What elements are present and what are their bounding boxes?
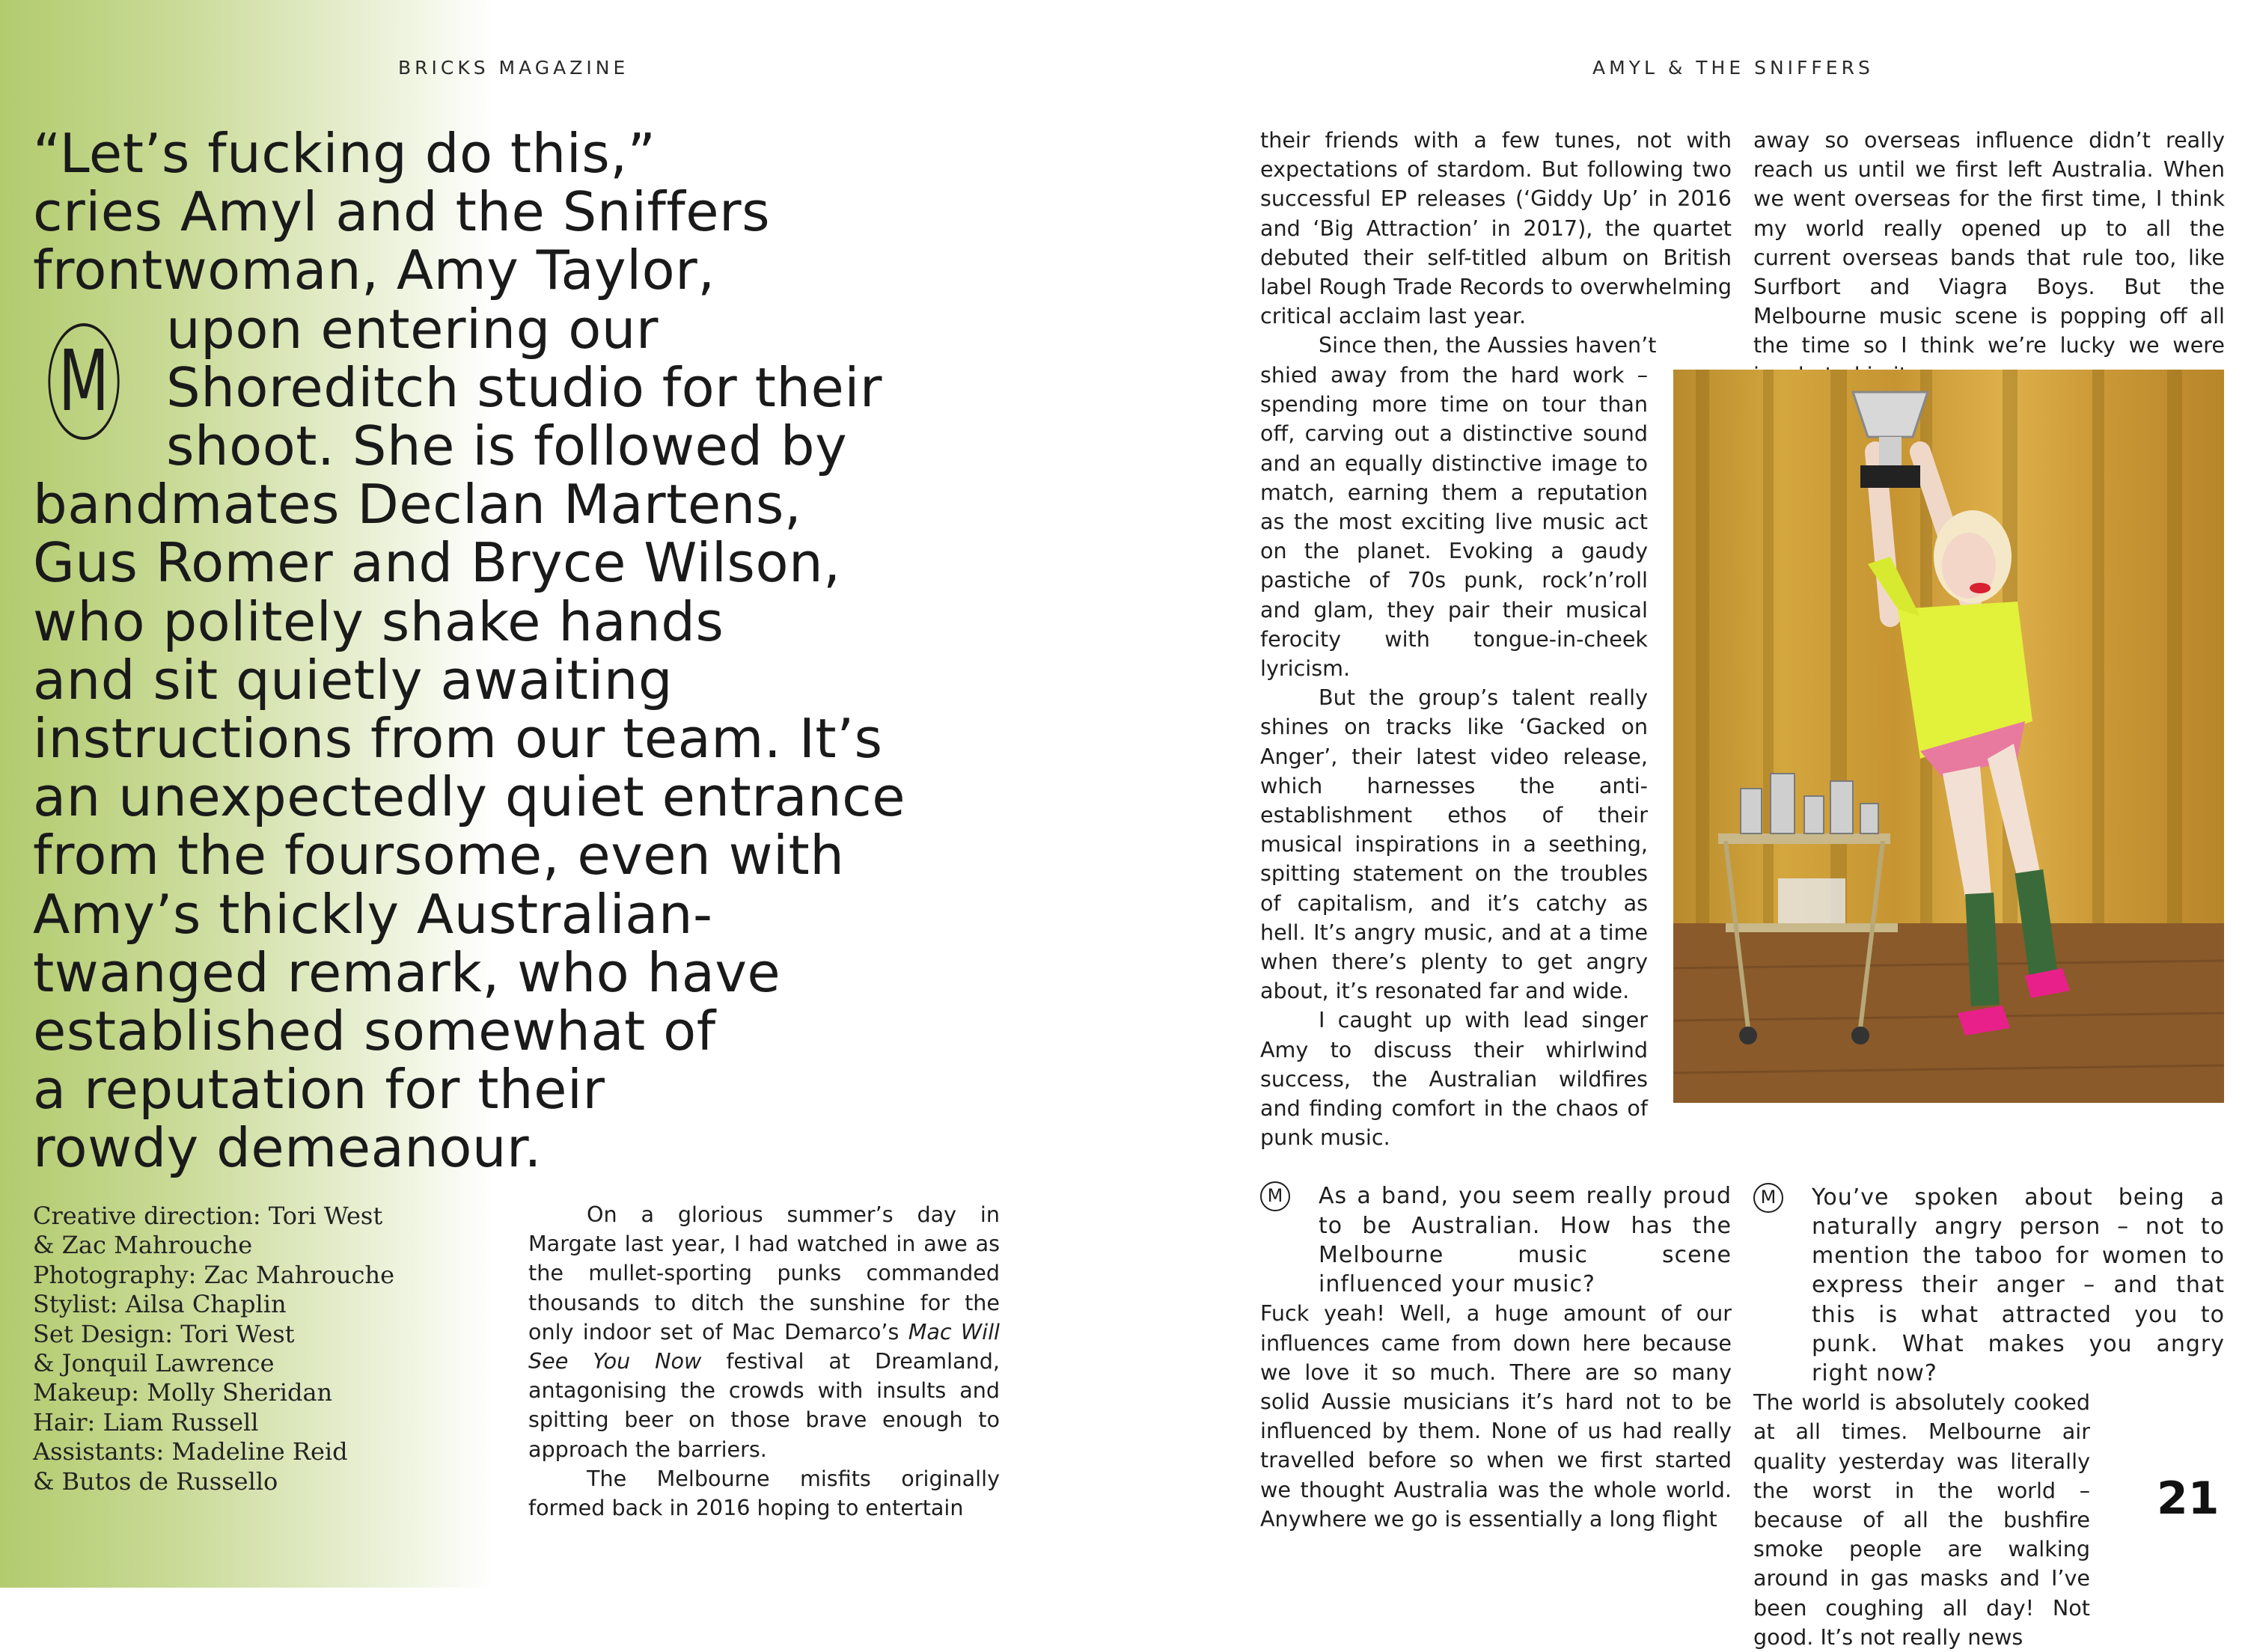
body-paragraph: their friends with a few tunes, not with expectations of stardom. But following two successful EP releases (‘Giddy Up’ in 2016 and ‘Big Attraction’ in 2017), the quartet debuted their self-titled album on British label Rough Trade Records to overwhelming critical acclaim last year.: [1260, 127, 1732, 329]
question-text: As a band, you seem really proud to be Australian. How has the Melbourne music scene influenced your music?: [1319, 1183, 1732, 1298]
intro-line: who politely shake hands: [33, 590, 724, 653]
header-article-title: AMYL & THE SNIFFERS: [1592, 57, 1874, 79]
festival-name: Mac Will See You Now: [528, 1318, 1000, 1374]
intro-paragraph: [33, 124, 1006, 1178]
intro-line: and sit quietly awaiting: [33, 648, 674, 712]
credit-line: Makeup: Molly Sheridan: [33, 1378, 333, 1407]
question-m-icon: M: [1260, 1181, 1290, 1211]
intro-line: twanged remark, who have: [33, 940, 781, 1004]
credit-line: & Zac Mahrouche: [33, 1231, 253, 1260]
intro-line: “Let’s fucking do this,”: [33, 122, 656, 185]
interview-question: [1753, 1183, 2225, 1388]
credit-line: Assistants: Madeline Reid: [33, 1437, 348, 1466]
body-column-1: [528, 1200, 1000, 1523]
body-paragraph: The Melbourne misfits originally formed back in 2016 hoping to entertain: [528, 1465, 1000, 1521]
intro-line: cries Amyl and the Sniffers: [33, 180, 771, 244]
text-run: festival at Dreamland, antagonising the crowds with insults and spitting beer on those brave enough to approach the barriers.: [528, 1348, 1000, 1462]
intro-line: instructions from our team. It’s: [33, 707, 883, 771]
body-paragraph: shied away from the hard work – spending more time on tour than off, carving out a distinctive sound and an equally distinctive image to match, earning them a reputation as the most exciting live music act on the planet. Evoking a gaudy pastiche of 70s punk, rock’n’roll and glam, they pair their musical ferocity with tongue-in-cheek lyricism.: [1260, 362, 1648, 682]
dropcap-m-icon: M: [48, 323, 119, 440]
intro-line: shoot. She is followed by: [166, 414, 848, 478]
intro-line: from the foursome, even with: [33, 824, 845, 887]
intro-line: rowdy demeanour.: [33, 1116, 542, 1180]
intro-line: established somewhat of: [33, 1000, 716, 1063]
intro-line: Gus Romer and Bryce Wilson,: [33, 531, 841, 595]
body-paragraph: [528, 1200, 1000, 1464]
question-m-icon: M: [1753, 1183, 1783, 1213]
body-column-2-wrap: [1260, 361, 1732, 1534]
body-paragraph: I caught up with lead singer Amy to discuss their whirlwind success, the Australian wildfires and finding comfort in the chaos of punk music.: [1260, 1007, 1648, 1151]
credit-line: Creative direction: Tori West: [33, 1202, 383, 1230]
credit-line: & Butos de Russello: [33, 1466, 278, 1496]
answer-paragraph: Fuck yeah! Well, a huge amount of our influences came from down here because we love it so much. There are so many solid Aussie musicians it’s hard not to be influenced by them. None of us had really travelled before so when we first started we thought Australia was the whole world. Anywhere we go is essentially a long flight: [1260, 1300, 1732, 1532]
body-column-2-top: [1260, 126, 1732, 361]
credit-line: & Jonquil Lawrence: [33, 1349, 275, 1378]
answer-paragraph: The world is absolutely cooked at all times. Melbourne air quality yesterday was literally the worst in the world – because of all the bushfire smoke people are walking around in gas masks and I’ve been coughing all day! Not good. It’s not really news: [1753, 1389, 2090, 1650]
question-text: You’ve spoken about being a naturally angry person – not to mention the taboo for women to express their anger – and that this is what attracted you to punk. What makes you angry right now?: [1812, 1184, 2225, 1387]
band-photo: [1673, 370, 2224, 1103]
intro-line: an unexpectedly quiet entrance: [33, 765, 906, 829]
credit-line: Hair: Liam Russell: [33, 1407, 259, 1437]
page-number: 21: [2157, 1472, 2220, 1525]
interview-question: [1260, 1181, 1732, 1299]
photo-illustration: [1673, 370, 2224, 1103]
photo-credits: [33, 1202, 394, 1496]
intro-line: bandmates Declan Martens,: [33, 473, 802, 536]
body-paragraph: But the group’s talent really shines on tracks like ‘Gacked on Anger’, their latest video release, which harnesses the anti-establishment ethos of their musical inspirations in a seething, spitting statement on the troubles of capitalism, and it’s catchy as hell. It’s angry music, and at a time when there’s plenty to get angry about, it’s resonated far and wide.: [1260, 685, 1648, 1004]
credit-line: Set Design: Tori West: [33, 1319, 295, 1348]
intro-line: Shoreditch studio for their: [166, 355, 882, 419]
text-run: On a glorious summer’s day in Margate last year, I had watched in awe as the mullet-sporting punks commanded thousands to ditch the sunshine for the only indoor set of Mac Demarco’s: [528, 1202, 1000, 1344]
body-paragraph: away so overseas influence didn’t really reach us until we first left Australia. When we went overseas for the first time, I think my world really opened up to all the current overseas bands that rule too, like Surfbort and Viagra Boys. But the Melbourne music scene is popping off all the time so I think we’re lucky we were: [1753, 127, 2225, 358]
header-magazine-name: BRICKS MAGAZINE: [398, 57, 629, 79]
intro-line: upon entering our: [166, 297, 659, 361]
intro-line: a reputation for their: [33, 1058, 605, 1122]
body-paragraph: Since then, the Aussies haven’t: [1319, 332, 1657, 358]
intro-line: Amy’s thickly Australian-: [33, 882, 713, 946]
intro-line: frontwoman, Amy Taylor,: [33, 239, 715, 302]
credit-line: Photography: Zac Mahrouche: [33, 1260, 395, 1289]
credit-line: Stylist: Ailsa Chaplin: [33, 1290, 287, 1319]
